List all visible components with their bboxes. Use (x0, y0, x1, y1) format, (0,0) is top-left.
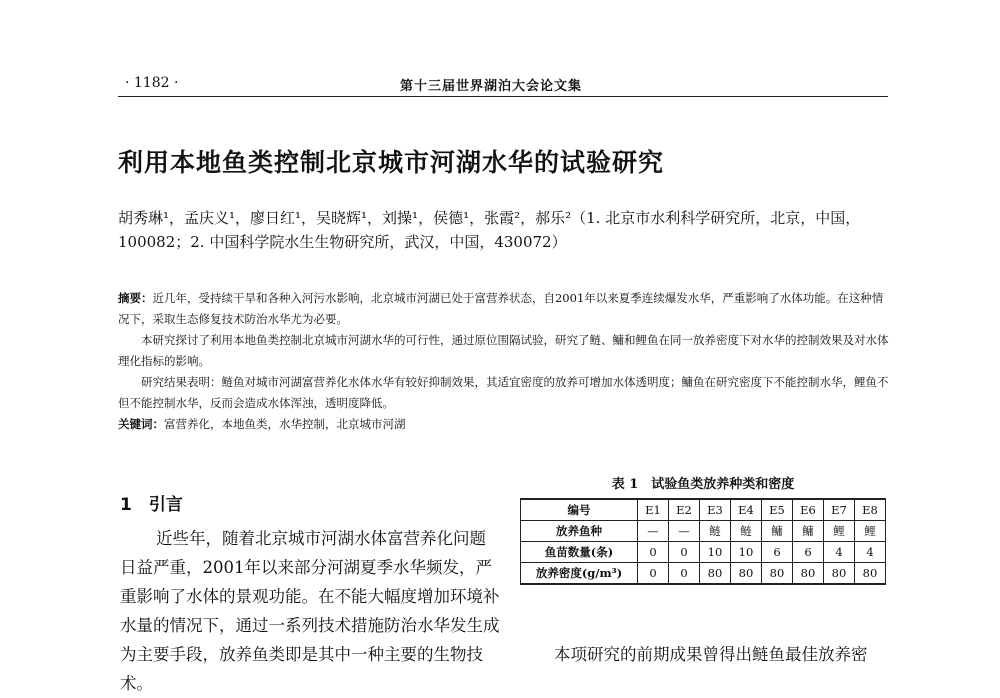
keywords-text: 富营养化，本地鱼类，水华控制，北京城市河湖 (164, 417, 406, 431)
table-header-label: 编号 (521, 499, 638, 521)
table-cell: 80 (824, 563, 855, 585)
running-header: 第十三届世界湖泊大会论文集 (400, 79, 583, 94)
table-column-header: E5 (762, 499, 793, 521)
abstract-paragraph-1 (118, 288, 893, 330)
table-cell: 4 (824, 542, 855, 563)
table-cell: 0 (638, 542, 669, 563)
table-column-header: E2 (669, 499, 700, 521)
table-cell: 0 (669, 563, 700, 585)
table-row-count (521, 542, 886, 563)
table-row-label: 鱼苗数量(条) (521, 542, 638, 563)
introduction-body: 近些年，随着北京城市河湖水体富营养化问题日益严重，2001年以来部分河湖夏季水华频发，严重影响了水体的景观功能。在不能大幅度增加环境补水量的情况下，通过一系列技术措施防治水华发生成为主要手段，放养鱼类即是其中一种主要的生物技术。 (120, 529, 500, 693)
abstract-text-1: 近几年，受持续干旱和各种入河污水影响，北京城市河湖已处于富营养状态，自2001年以来夏季连续爆发水华，严重影响了水体功能。在这种情况下，采取生态修复技术防治水华尤为必要。 (118, 291, 884, 326)
author-affiliations: 胡秀琳¹，孟庆义¹，廖日红¹，吴晓辉¹，刘操¹，侯德¹，张霞²，郝乐²（1. 北京市水利科学研究所，北京，中国，100082；2. 中国科学院水生生物研究所，武汉，中国，430072） (118, 209, 861, 251)
table-column-header: E4 (731, 499, 762, 521)
table-row-label: 放养鱼种 (521, 521, 638, 542)
table-cell: 6 (793, 542, 824, 563)
table-cell: 80 (700, 563, 731, 585)
keywords-line (118, 414, 893, 435)
table-cell: 0 (669, 542, 700, 563)
table-cell: 80 (731, 563, 762, 585)
table-cell: 0 (638, 563, 669, 585)
abstract-paragraph-2: 本研究探讨了利用本地鱼类控制北京城市河湖水华的可行性，通过原位围隔试验，研究了鲢、鳙和鲤鱼在同一放养密度下对水华的控制效果及对水体理化指标的影响。 (118, 333, 889, 368)
table-cell: 鲤 (855, 521, 886, 542)
table-cell: — (669, 521, 700, 542)
abstract-label: 摘要： (118, 291, 153, 305)
table-cell: 6 (762, 542, 793, 563)
section-heading-introduction: 1 引言 (120, 495, 183, 515)
table-cell: — (638, 521, 669, 542)
abstract (118, 288, 893, 435)
table-cell: 4 (855, 542, 886, 563)
table-column-header: E3 (700, 499, 731, 521)
table-row-density (521, 563, 886, 585)
table-cell: 10 (731, 542, 762, 563)
table-caption: 表 1 试验鱼类放养种类和密度 (611, 477, 795, 492)
fish-stocking-table (520, 498, 886, 585)
table-header-row (521, 499, 886, 521)
table-row-species (521, 521, 886, 542)
header-rule (118, 96, 888, 97)
table-cell: 鲤 (824, 521, 855, 542)
table-cell: 80 (793, 563, 824, 585)
table-column-header: E6 (793, 499, 824, 521)
table-cell: 鲢 (700, 521, 731, 542)
table-cell: 80 (762, 563, 793, 585)
paper-title: 利用本地鱼类控制北京城市河湖水华的试验研究 (118, 148, 665, 177)
table-cell: 10 (700, 542, 731, 563)
table-column-header: E1 (638, 499, 669, 521)
table-cell: 鳙 (762, 521, 793, 542)
keywords-label: 关键词： (118, 417, 164, 431)
table-cell: 80 (855, 563, 886, 585)
table-row-label: 放养密度(g/m³) (521, 563, 638, 585)
table-cell: 鳙 (793, 521, 824, 542)
abstract-paragraph-3: 研究结果表明：鲢鱼对城市河湖富营养化水体水华有较好抑制效果，其适宜密度的放养可增加水体透明度；鳙鱼在研究密度下不能控制水华，鲤鱼不但不能控制水华，反而会造成水体浑浊，透明度降低。 (118, 375, 889, 410)
table-column-header: E7 (824, 499, 855, 521)
right-column-body: 本项研究的前期成果曾得出鲢鱼最佳放养密 (554, 645, 868, 664)
table-cell: 鲢 (731, 521, 762, 542)
page-number: · 1182 · (125, 75, 179, 91)
table-column-header: E8 (855, 499, 886, 521)
